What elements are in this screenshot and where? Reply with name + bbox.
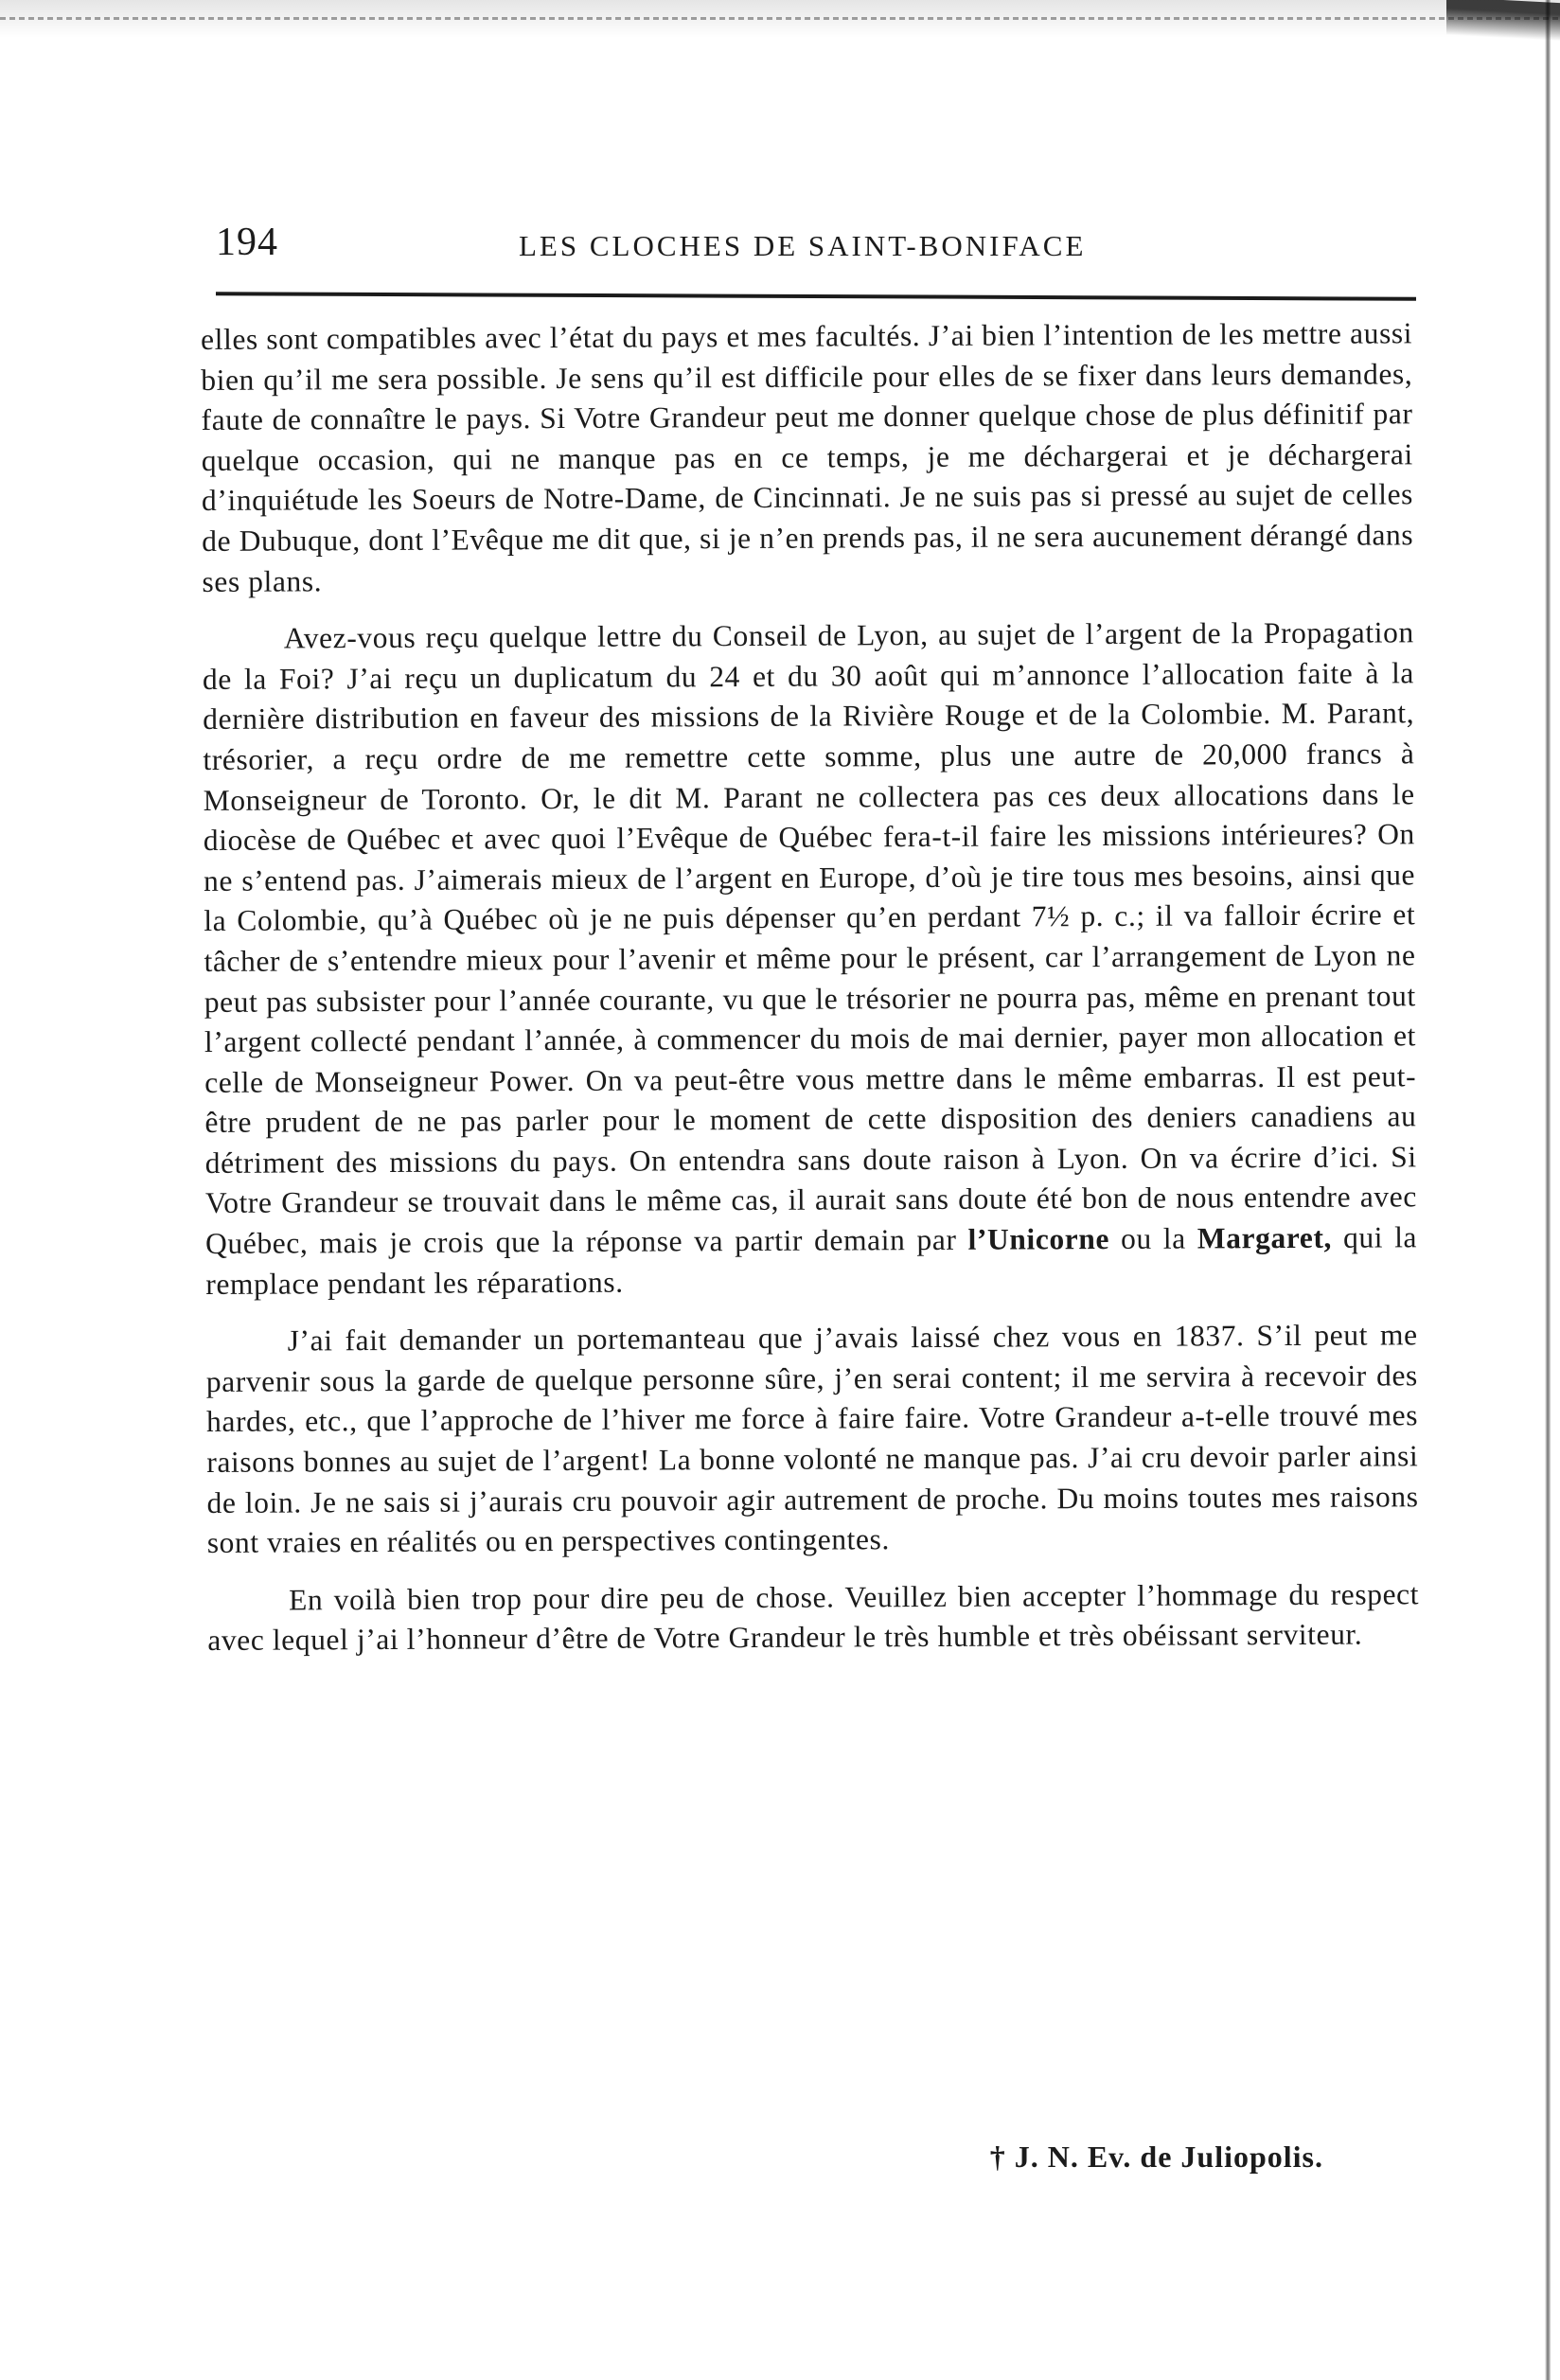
scan-corner: [1446, 0, 1560, 50]
scan-edge-right: [1545, 0, 1551, 2380]
letter-body: [201, 313, 1419, 1678]
paragraph-3-text: J’ai fait demander un portemanteau que j’avais laissé chez vous en 1837. S’il peut me parvenir sous la garde de quelque personne sûre, j’en serai content; il me servira à recevoir des hardes, etc., que l’approche de l’hiver me force à faire faire. Votre Grandeur a-t-elle trouvé mes raisons bonnes au sujet de l’argent! La bonne volonté ne manque pas. J’ai cru devoir parler ainsi de loin. Je ne sais si j’aurais cru pouvoir agir autrement de proche. Du moins toutes mes raisons sont vraies en réalités ou en perspectives contingentes.: [205, 1318, 1419, 1560]
header-rule: [216, 292, 1416, 301]
signature: † J. N. Ev. de Juliopolis.: [989, 2140, 1323, 2174]
scan-edge-top: [0, 0, 1560, 38]
paragraph-4: [207, 1574, 1419, 1661]
page-number: 194: [216, 221, 278, 264]
paragraph-2-text: Avez-vous reçu quelque lettre du Conseil de Lyon, au sujet de l’argent de la Propagation de la Foi? J’ai reçu un duplicatum du 24 et du 30 août qui m’annonce l’allocation faite à la dernière distribution en faveur des missions de la Rivière Rouge et de la Colombie. M. Parant, trésorier, a reçu ordre de me remettre cette somme, plus une autre de 20,000 francs à Monseigneur de Toronto. Or, le dit M. Parant ne collectera pas ces deux allocations dans le diocèse de Québec et avec quoi l’Evêque de Québec fera-t-il faire les missions intérieures? On ne s’entend pas. J’aimerais mieux de l’argent en Europe, d’où je tire tous mes besoins, ainsi que la Colombie, qu’à Québec où je ne puis dépenser qu’en perdant 7½ p. c.; il va falloir écrire et tâcher de s’entendre mieux pour l’avenir et même pour le présent, car l’arrangement de Lyon ne peut pas subsister pour l’année courante, vu que le trésorier ne pourra pas, même en prenant tout l’argent collecté pendant l’année, à commencer du mois de mai dernier, payer mon allocation et celle de Monseigneur Power. On va peut-être vous mettre dans le même embarras. Il est peut-être prudent de ne pas parler pour le moment de cette disposition des deniers canadiens au détriment des missions du pays. On entendra sans doute raison à Lyon. On va écrire d’ici. Si Votre Grandeur se trouvait dans le même cas, il aurait sans doute été bon de nous entendre avec Québec, mais je crois que la réponse va partir demain par: [202, 615, 1417, 1261]
paragraph-2-end: qui la remplace pendant les réparations.: [205, 1220, 1418, 1301]
paragraph-4-text: En voilà bien trop pour dire peu de chose. Veuillez bien accepter l’hommage du respect avec lequel j’ai l’honneur d’être de Votre Grandeur le très humble et très obéissant serviteur.: [207, 1577, 1420, 1658]
ship-name-unicorne: l’Unicorne: [967, 1222, 1110, 1256]
paragraph-1-text: elles sont compatibles avec l’état du pays et mes facultés. J’ai bien l’intention de les mettre aussi bien qu’il me sera possible. Je sens qu’il est difficile pour elles de se fixer dans leurs demandes, faute de connaître le pays. Si Votre Grandeur peut me donner quelque chose de plus définitif par quelque occasion, qui ne manque pas en ce temps, je me déchargerai et je déchargerai d’inquiétude les Soeurs de Notre-Dame, de Cincinnati. Je ne suis pas si pressé au sujet de celles de Dubuque, dont l’Evêque me dit que, si je n’en prends pas, il ne sera aucunement dérangé dans ses plans.: [201, 316, 1414, 598]
paragraph-2: [203, 613, 1418, 1305]
ship-name-margaret: Margaret,: [1197, 1220, 1333, 1255]
running-title: LES CLOCHES DE SAINT-BONIFACE: [519, 229, 1087, 262]
paragraph-2-middle: ou la: [1108, 1221, 1197, 1256]
page-header: [216, 216, 1414, 273]
paragraph-3: [206, 1316, 1419, 1564]
paragraph-1: [201, 313, 1414, 602]
